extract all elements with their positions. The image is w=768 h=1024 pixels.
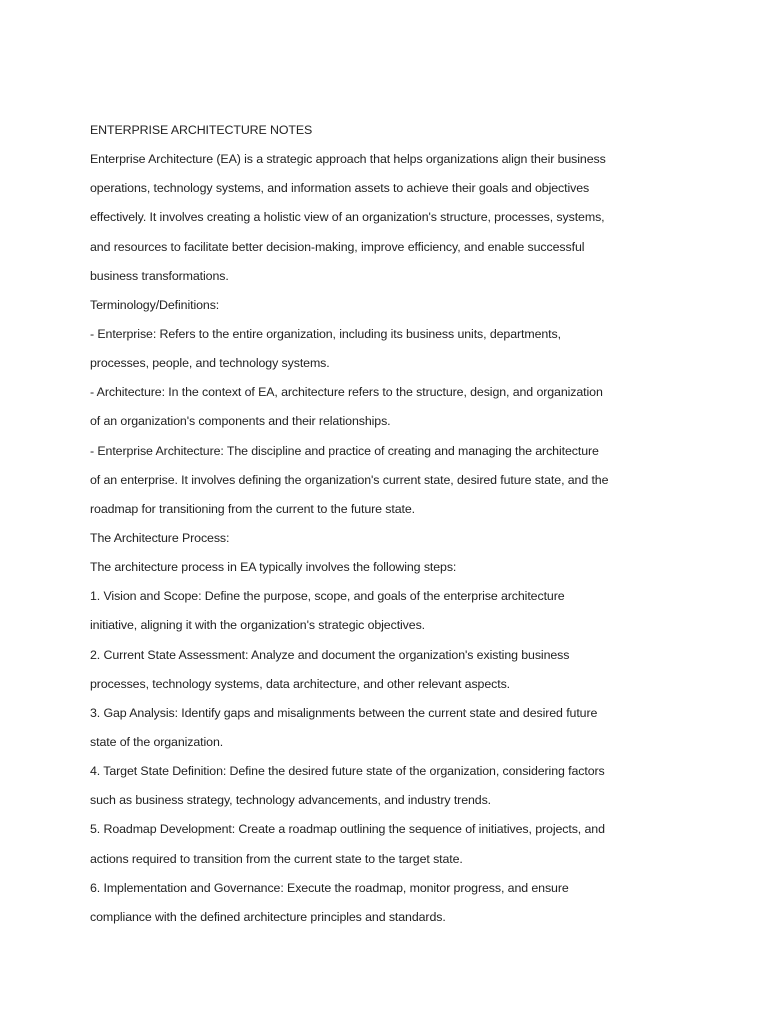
text-line: - Architecture: In the context of EA, architecture refers to the structure, design, and organization — [90, 385, 603, 400]
text-line: operations, technology systems, and information assets to achieve their goals and objectives — [90, 181, 590, 196]
text-line: processes, people, and technology systems. — [90, 356, 330, 371]
text-line: Enterprise Architecture (EA) is a strategic approach that helps organizations align their business — [90, 152, 606, 167]
section-heading: The Architecture Process: — [90, 530, 230, 545]
text-line: effectively. It involves creating a holistic view of an organization's structure, processes, systems, — [90, 210, 605, 225]
text-line: - Enterprise Architecture: The discipline and practice of creating and managing the architecture — [90, 443, 599, 458]
text-line: actions required to transition from the current state to the target state. — [90, 851, 463, 866]
document-body — [90, 116, 690, 932]
text-line: 1. Vision and Scope: Define the purpose, scope, and goals of the enterprise architecture — [90, 589, 565, 604]
text-line: roadmap for transitioning from the current to the future state. — [90, 501, 415, 516]
text-line: compliance with the defined architecture principles and standards. — [90, 909, 446, 924]
text-line: of an organization's components and their relationships. — [90, 414, 391, 429]
text-line: of an enterprise. It involves defining the organization's current state, desired future state, and the — [90, 472, 609, 487]
text-line: - Enterprise: Refers to the entire organization, including its business units, departments, — [90, 326, 561, 341]
document-title: ENTERPRISE ARCHITECTURE NOTES — [90, 123, 313, 137]
text-line: business transformations. — [90, 268, 229, 283]
text-line: initiative, aligning it with the organization's strategic objectives. — [90, 618, 426, 633]
text-line: and resources to facilitate better decision-making, improve efficiency, and enable successful — [90, 239, 585, 254]
text-line: such as business strategy, technology advancements, and industry trends. — [90, 793, 492, 808]
text-line: 6. Implementation and Governance: Execute the roadmap, monitor progress, and ensure — [90, 880, 569, 895]
section-heading: Terminology/Definitions: — [90, 297, 220, 312]
text-line: 4. Target State Definition: Define the desired future state of the organization, considering factors — [90, 764, 605, 779]
text-line: state of the organization. — [90, 734, 224, 749]
text-line: The architecture process in EA typically involves the following steps: — [90, 560, 457, 575]
text-line: 5. Roadmap Development: Create a roadmap outlining the sequence of initiatives, projects, and — [90, 822, 605, 837]
text-line: processes, technology systems, data architecture, and other relevant aspects. — [90, 676, 511, 691]
text-line: 2. Current State Assessment: Analyze and document the organization's existing business — [90, 647, 570, 662]
text-line: 3. Gap Analysis: Identify gaps and misalignments between the current state and desired future — [90, 705, 598, 720]
